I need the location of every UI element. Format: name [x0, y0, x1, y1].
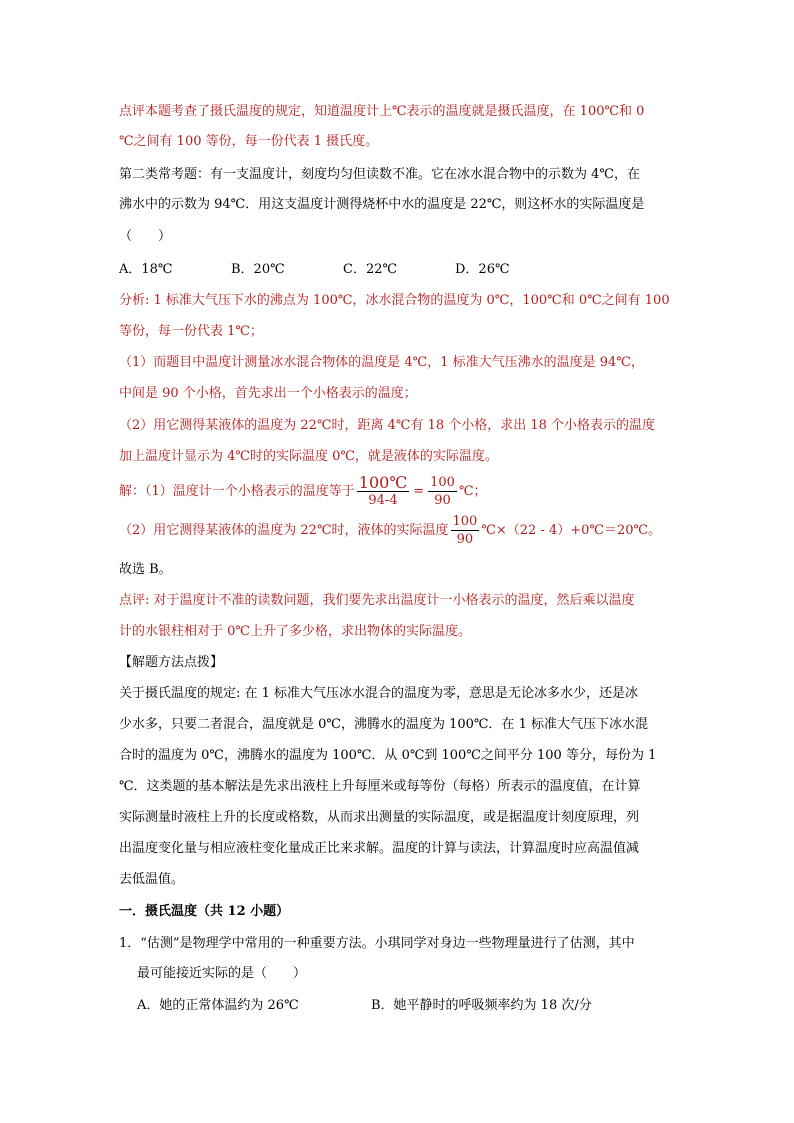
- option-c: C．22℃: [343, 262, 398, 277]
- method-line-4: ℃．这类题的基本解法是先求出液柱上升每厘米或每等份（每格）所表示的温度值，在计算: [119, 779, 641, 794]
- solution-line-1: [119, 474, 487, 509]
- analysis-line-1: 分析: 1 标准大气压下水的沸点为 100℃，冰水混合物的温度为 0℃，100℃和 0℃之间有 100: [119, 293, 670, 308]
- method-heading: 【解题方法点拨】: [119, 655, 224, 670]
- equals-sign: =: [413, 484, 425, 499]
- question-line-2: 沸水中的示数为 94℃．用这支温度计测得烧杯中水的温度是 22℃，则这杯水的实际温度是: [119, 197, 645, 212]
- exercise1-line-1: 1．“估测”是物理学中常用的一种重要方法。小琪同学对身边一些物理量进行了估测，其中: [119, 936, 635, 951]
- analysis-step2-line2: 加上温度计显示为 4℃时的实际温度 0℃，就是液体的实际温度。: [119, 449, 498, 464]
- method-line-1: 关于摄氏温度的规定: 在 1 标准大气压冰水混合的温度为零，意思是无论冰多水少，还是冰: [119, 686, 639, 701]
- comment-line-2: ℃之间有 100 等份，每一份代表 1 摄氏度。: [119, 134, 379, 149]
- question-line-1: 第二类常考题：有一支温度计，刻度均匀但读数不准。它在冰水混合物中的示数为 4℃，在: [119, 167, 640, 182]
- option-d: D．26℃: [455, 262, 510, 277]
- comment-line-1: 点评本题考查了摄氏温度的规定，知道温度计上℃表示的温度就是摄氏温度，在 100℃和 0: [119, 104, 645, 119]
- option-a: A．18℃: [119, 262, 173, 277]
- option-b: B．20℃: [231, 262, 285, 277]
- fraction-2: [428, 474, 457, 509]
- comment2-line-1: 点评: 对于温度计不准的读数问题，我们要先求出温度计一小格表示的温度，然后乘以温度: [119, 593, 635, 608]
- analysis-step2-line1: （2）用它测得某液体的温度为 22℃时，距离 4℃有 18 个小格，求出 18 个小格表示的温度: [119, 418, 656, 433]
- fraction-2-numerator: 100: [430, 475, 455, 490]
- exercise1-option-b: B．她平静时的呼吸频率约为 18 次/分: [371, 998, 592, 1013]
- fraction-3: [451, 513, 480, 548]
- solution-step1-text: 解：（1）温度计一个小格表示的温度等于: [119, 484, 355, 499]
- analysis-step1-line1: （1）而题目中温度计测量冰水混合物体的温度是 4℃，1 标准大气压沸水的温度是 94℃，: [119, 355, 644, 370]
- answer-line: 故选 B。: [119, 562, 172, 577]
- comment2-line-2: 计的水银柱相对于 0℃上升了多少格，求出物体的实际温度。: [119, 624, 471, 639]
- analysis-line-2: 等份，每一份代表 1℃；: [119, 324, 263, 339]
- solution-step2-text: （2）用它测得某液体的温度为 22℃时，液体的实际温度: [119, 523, 449, 538]
- analysis-step1-line2: 中间是 90 个小格，首先求出一个小格表示的温度；: [119, 386, 417, 401]
- method-line-3: 合时的温度为 0℃，沸腾水的温度为 100℃．从 0℃到 100℃之间平分 100 等分，每份为 1: [119, 748, 657, 763]
- fraction-1-denominator: 94-4: [368, 493, 398, 508]
- question-line-3: （ ）: [119, 229, 172, 244]
- method-line-5: 实际测量时液柱上升的长度或格数，从而求出测量的实际温度，或是据温度计刻度原理，列: [119, 810, 640, 825]
- method-line-7: 去低温值。: [119, 872, 185, 887]
- exercise1-option-a: A．她的正常体温约为 26℃: [137, 998, 299, 1013]
- question-options: [119, 260, 510, 280]
- fraction-3-numerator: 100: [452, 514, 478, 529]
- exercise1-line-2: 最可能接近实际的是（ ）: [137, 966, 307, 981]
- method-line-6: 出温度变化量与相应液柱变化量成正比来求解。温度的计算与读法，计算温度时应高温值减: [119, 841, 640, 856]
- solution-step2-result: ℃×（22 - 4）+0℃＝20℃。: [481, 523, 662, 538]
- fraction-1: [357, 474, 409, 509]
- section-heading: 一．摄氏温度（共 12 小题）: [119, 904, 290, 919]
- method-line-2: 少水多，只要二者混合，温度就是 0℃，沸腾水的温度为 100℃．在 1 标准大气压下冰水混: [119, 717, 648, 732]
- solution-line-2: [119, 513, 661, 548]
- fraction-1-numerator: 100℃: [358, 473, 408, 492]
- fraction-3-denominator: 90: [456, 532, 474, 547]
- fraction-2-denominator: 90: [434, 493, 451, 508]
- solution-step1-unit: ℃；: [458, 484, 487, 499]
